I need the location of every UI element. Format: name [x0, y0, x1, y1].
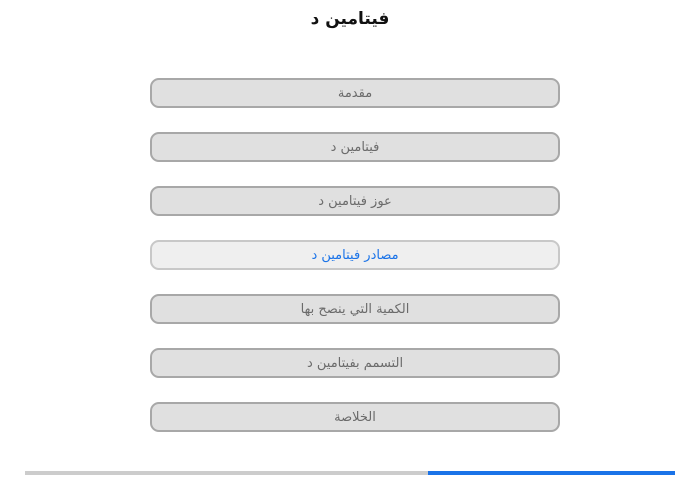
progress-fill — [428, 471, 675, 475]
progress-bar — [25, 471, 675, 475]
page-title: فيتامين د — [310, 9, 390, 29]
menu-item-summary[interactable]: الخلاصة — [150, 402, 560, 432]
menu-item-intro[interactable]: مقدمة — [150, 78, 560, 108]
menu-item-deficiency[interactable]: عوز فيتامين د — [150, 186, 560, 216]
menu-item-toxicity[interactable]: التسمم بفيتامين د — [150, 348, 560, 378]
menu-item-sources[interactable]: مصادر فيتامين د — [150, 240, 560, 270]
chapter-menu — [150, 78, 560, 456]
menu-item-recommended-amount[interactable]: الكمية التي ينصح بها — [150, 294, 560, 324]
menu-item-vitamin-d[interactable]: فيتامين د — [150, 132, 560, 162]
